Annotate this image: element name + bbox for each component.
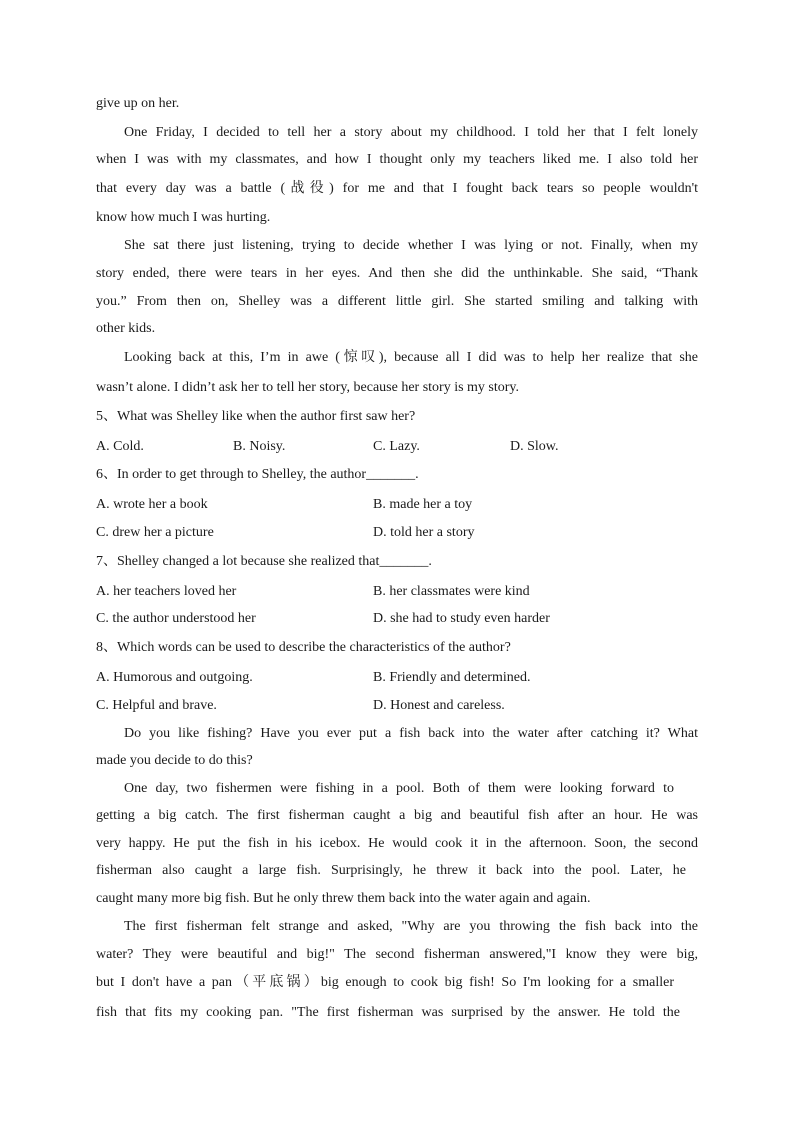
question-6-stem: 6、In order to get through to Shelley, the author_______. [96, 467, 419, 482]
passage1-line-9: other kids. [96, 321, 156, 336]
question-8-option-c: C. Helpful and brave. [96, 698, 217, 713]
question-8-option-d: D. Honest and careless. [373, 698, 505, 713]
passage2-line-10: but I don't have a pan（平底锅）big enough to cook big fish! So I'm looking for a smaller [96, 975, 674, 990]
question-7-option-d: D. she had to study even harder [373, 611, 550, 626]
question-6-option-c: C. drew her a picture [96, 525, 214, 540]
passage1-line-2: One Friday, I decided to tell her a story about my childhood. I told her that I felt lonely [124, 125, 698, 140]
question-5-option-a: A. Cold. [96, 439, 144, 454]
question-5-option-c: C. Lazy. [373, 439, 420, 454]
passage1-line-1: give up on her. [96, 96, 180, 111]
question-6-option-b: B. made her a toy [373, 497, 473, 512]
question-5-option-b: B. Noisy. [233, 439, 286, 454]
passage1-line-4: that every day was a battle (战役) for me and that I fought back tears so people wouldn't [96, 181, 698, 196]
passage2-line-2: made you decide to do this? [96, 753, 253, 768]
question-7-option-c: C. the author understood her [96, 611, 256, 626]
passage1-line-5: know how much I was hurting. [96, 210, 271, 225]
question-6-option-a: A. wrote her a book [96, 497, 208, 512]
question-5-option-d: D. Slow. [510, 439, 559, 454]
question-7-stem: 7、Shelley changed a lot because she realized that_______. [96, 554, 432, 569]
question-8-option-b: B. Friendly and determined. [373, 670, 531, 685]
passage2-line-3: One day, two fishermen were fishing in a pool. Both of them were looking forward to [124, 781, 674, 796]
passage2-line-6: fisherman also caught a large fish. Surprisingly, he threw it back into the pool. Later, he [96, 863, 686, 878]
passage2-line-5: very happy. He put the fish in his icebox. He would cook it in the afternoon. Soon, the second [96, 836, 698, 851]
passage1-line-8: you.” From then on, Shelley was a different little girl. She started smiling and talking with [96, 294, 698, 309]
question-5-stem: 5、What was Shelley like when the author first saw her? [96, 409, 416, 424]
passage1-line-7: story ended, there were tears in her eyes. And then she did the unthinkable. She said, “Thank [96, 266, 698, 281]
passage2-line-1: Do you like fishing? Have you ever put a fish back into the water after catching it? What [124, 726, 698, 741]
question-8-stem: 8、Which words can be used to describe the characteristics of the author? [96, 640, 511, 655]
question-7-option-a: A. her teachers loved her [96, 584, 237, 599]
passage1-line-10: Looking back at this, I’m in awe (惊叹), because all I did was to help her realize that she [124, 350, 698, 365]
question-6-option-d: D. told her a story [373, 525, 475, 540]
passage2-line-8: The first fisherman felt strange and asked, "Why are you throwing the fish back into the [124, 919, 698, 934]
question-8-option-a: A. Humorous and outgoing. [96, 670, 253, 685]
passage1-line-11: wasn’t alone. I didn’t ask her to tell her story, because her story is my story. [96, 380, 520, 395]
passage2-line-4: getting a big catch. The first fisherman caught a big and beautiful fish after an hour. He was [96, 808, 698, 823]
passage1-line-3: when I was with my classmates, and how I thought only my teachers liked me. I also told her [96, 152, 698, 167]
question-7-option-b: B. her classmates were kind [373, 584, 530, 599]
passage2-line-7: caught many more big fish. But he only threw them back into the water again and again. [96, 891, 591, 906]
passage2-line-9: water? They were beautiful and big!" The second fisherman answered,"I know they were big, [96, 947, 698, 962]
passage2-line-11: fish that fits my cooking pan. "The first fisherman was surprised by the answer. He told the [96, 1005, 680, 1020]
passage1-line-6: She sat there just listening, trying to decide whether I was lying or not. Finally, when my [124, 238, 698, 253]
